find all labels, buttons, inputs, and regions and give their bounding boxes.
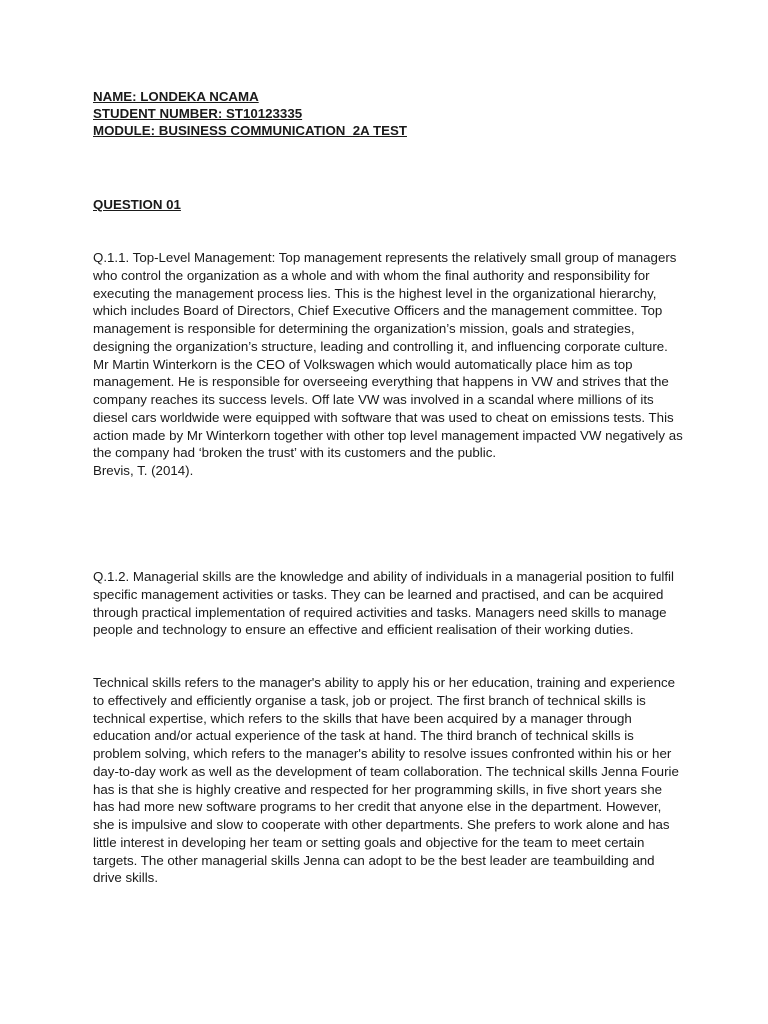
reference: Brevis, T. (2014).: [93, 463, 194, 478]
question-heading: QUESTION 01: [93, 197, 181, 212]
student-name: NAME: LONDEKA NCAMA: [93, 89, 259, 104]
answer-q1-2: Q.1.2. Managerial skills are the knowledge and ability of individuals in a managerial position to fulfil specific management activities or tasks. They can be learned and practised, and can be acquired through practical implementation of required activities and tasks. Managers need skills to manage people and technology to ensure an effective and efficient realisation of their working duties.: [93, 569, 674, 638]
technical-skills-paragraph: Technical skills refers to the manager's ability to apply his or her education, training and experience to effectively and efficiently organise a task, job or project. The first branch of technical skills is technical expertise, which refers to the skills that have been acquired by a manager through education and/or actual experience of the task at hand. The third branch of technical skills is problem solving, which refers to the manager's ability to resolve issues confronted within his or her day-to-day work as well as the development of team collaboration. The technical skills Jenna Fourie has is that she is highly creative and respected for her programming skills, in five short years she has had more new software programs to her credit that anyone else in the department. However, she is impulsive and slow to cooperate with other departments. She prefers to work alone and has little interest in developing her team or setting goals and objective for the team to meet certain targets. The other managerial skills Jenna can adopt to be the best leader are teambuilding and drive skills.: [93, 675, 679, 886]
answer-q1-1-text: Q.1.1. Top-Level Management: Top management represents the relatively small group of managers who control the organization as a whole and with whom the final authority and responsibility for executing the management process lies. This is the highest level in the organizational hierarchy, which includes Board of Directors, Chief Executive Officers and the management committee. Top management is responsible for determining the organization’s mission, goals and strategies, designing the organization’s structure, leading and controlling it, and influencing corporate culture. Mr Martin Winterkorn is the CEO of Volkswagen which would automatically place him as top management. He is responsible for overseeing everything that happens in VW and strives that the company reaches its success levels. Off late VW was involved in a scandal where millions of its diesel cars worldwide were equipped with software that was used to cheat on emissions tests. This action made by Mr Winterkorn together with other top level management impacted VW negatively as the company had ‘broken the trust’ with its customers and the public.: [93, 250, 683, 461]
student-number: STUDENT NUMBER: ST10123335: [93, 106, 303, 121]
document-header: [93, 88, 680, 139]
answer-q1-1: [93, 249, 683, 480]
module-title: MODULE: BUSINESS COMMUNICATION 2A TEST: [93, 123, 407, 138]
